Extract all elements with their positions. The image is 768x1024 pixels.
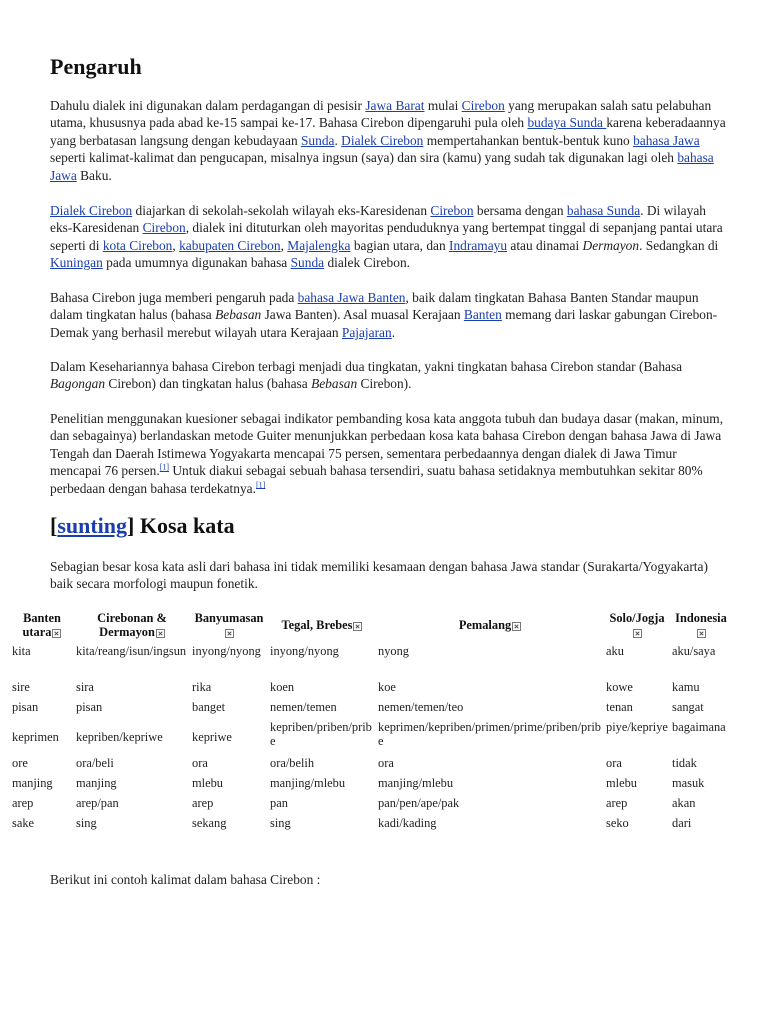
link-sunda[interactable]: Sunda bbox=[290, 255, 325, 271]
table-cell: ora/beli bbox=[76, 756, 114, 770]
table-cell: sing bbox=[270, 816, 291, 830]
table-body bbox=[10, 643, 732, 835]
link-sunda[interactable]: Sunda bbox=[300, 132, 335, 148]
table-cell: nyong bbox=[378, 644, 409, 658]
column-header[interactable]: Indonesia bbox=[670, 609, 732, 643]
table-row bbox=[10, 755, 732, 775]
table-cell: aku/saya bbox=[672, 644, 716, 658]
table-cell: kowe bbox=[606, 680, 633, 694]
text: bersama dengan bbox=[473, 203, 567, 218]
text: bagian utara, dan bbox=[350, 237, 450, 253]
table-cell: pisan bbox=[12, 700, 39, 714]
table-cell: aku bbox=[606, 644, 624, 658]
column-header[interactable]: Pemalang bbox=[376, 609, 604, 643]
table-row bbox=[10, 719, 732, 755]
text: yang merupakan salah satu pelabuhan utama, khususnya pada abad ke-15 sampai ke-17. Bahasa Cirebon dipengaruhi pula oleh bbox=[50, 98, 712, 131]
table-cell: sangat bbox=[672, 700, 704, 714]
table-cell: inyong/nyong bbox=[192, 644, 261, 658]
table-cell: koe bbox=[378, 680, 396, 694]
table-cell: ora/belih bbox=[270, 756, 315, 770]
text: . bbox=[334, 132, 342, 148]
table-row bbox=[10, 699, 732, 719]
text: pada umumnya digunakan bahasa bbox=[102, 255, 291, 271]
text: , bbox=[172, 237, 180, 253]
table-cell: dari bbox=[672, 816, 692, 830]
link-cirebon[interactable]: Cirebon bbox=[430, 203, 474, 218]
table-cell: inyong/nyong bbox=[270, 644, 339, 658]
link-pajajaran[interactable]: Pajajaran bbox=[341, 324, 392, 340]
edit-bracket: [ bbox=[50, 513, 58, 538]
text: , baik dalam tingkatan Bahasa Banten Standar maupun dalam tingkatan halus (bahasa bbox=[50, 290, 699, 323]
paragraph-dialect-trade bbox=[50, 97, 730, 184]
table-cell: pan/pen/ape/pak bbox=[378, 796, 460, 810]
table-cell: ora bbox=[378, 756, 394, 770]
table-cell: seko bbox=[606, 816, 629, 830]
link-bahasa-jawa[interactable]: bahasa Jawa bbox=[50, 150, 714, 183]
table-cell: mlebu bbox=[192, 776, 223, 790]
table-cell: arep/pan bbox=[76, 796, 119, 810]
emphasis-bagongan: Bagongan bbox=[50, 376, 106, 392]
column-header[interactable]: Banyumasan bbox=[190, 609, 268, 643]
link-indramayu[interactable]: Indramayu bbox=[449, 237, 508, 253]
paragraph-banten-influence bbox=[50, 289, 730, 341]
sort-icon[interactable] bbox=[225, 629, 234, 638]
emphasis-bebasan: Bebasan bbox=[215, 307, 262, 323]
text: diajarkan di sekolah-sekolah wilayah eks-Karesidenan bbox=[132, 203, 431, 218]
text: memang dari laskar gabungan Cirebon-Demak yang berhasil merebut wilayah utara Kerajaan bbox=[50, 307, 718, 340]
table-cell: keprimen/kepriben/primen/prime/priben/pribe bbox=[378, 720, 601, 748]
text: mempertahankan bentuk-bentuk kuno bbox=[423, 132, 634, 148]
table-row bbox=[10, 643, 732, 679]
table-cell: kita/reang/isun/ingsun bbox=[76, 644, 187, 658]
table-cell: mlebu bbox=[606, 776, 637, 790]
table-cell: kamu bbox=[672, 680, 700, 694]
text: Baku. bbox=[76, 167, 112, 183]
emphasis-dermayon: Dermayon bbox=[582, 237, 640, 253]
table-cell: sing bbox=[76, 816, 97, 830]
table-cell: tidak bbox=[672, 756, 697, 770]
table-cell: manjing bbox=[12, 776, 53, 790]
table-cell: kepriben/priben/pribe bbox=[270, 720, 372, 748]
link-dialek-cirebon[interactable]: Dialek Cirebon bbox=[341, 132, 424, 148]
text: Cirebon) dan tingkatan halus (bahasa bbox=[105, 376, 312, 392]
text: , bbox=[280, 237, 288, 253]
emphasis-bebasan: Bebasan bbox=[311, 376, 358, 392]
table-cell: sekang bbox=[192, 816, 227, 830]
edit-section-link[interactable]: sunting bbox=[57, 513, 128, 538]
section-heading-kosa-kata bbox=[50, 513, 235, 539]
table-cell: masuk bbox=[672, 776, 705, 790]
link-majalengka[interactable]: Majalengka bbox=[287, 237, 351, 253]
link-bahasa-jawa[interactable]: bahasa Jawa bbox=[633, 132, 700, 148]
table-cell: manjing/mlebu bbox=[378, 776, 454, 790]
link-kota-cirebon[interactable]: kota Cirebon bbox=[102, 237, 173, 253]
text: mulai bbox=[424, 98, 462, 113]
table-header-row bbox=[10, 609, 732, 643]
column-header[interactable]: Banten utara bbox=[22, 611, 61, 639]
table-cell: ora bbox=[192, 756, 208, 770]
link-kuningan[interactable]: Kuningan bbox=[50, 255, 103, 271]
table-cell: akan bbox=[672, 796, 696, 810]
table-cell: kita bbox=[12, 644, 31, 658]
table-cell: sira bbox=[76, 680, 94, 694]
sort-icon[interactable] bbox=[156, 629, 165, 638]
text: . Sedangkan di bbox=[639, 237, 719, 253]
text: dialek Cirebon. bbox=[324, 255, 410, 271]
text: Dalam Kesehariannya bahasa Cirebon terbagi menjadi dua tingkatan, yakni tingkatan bahasa Cirebon standar (Bahasa bbox=[50, 359, 683, 374]
sort-icon[interactable] bbox=[512, 622, 521, 631]
table-cell: banget bbox=[192, 700, 226, 714]
paragraph-levels bbox=[50, 358, 730, 393]
link-budaya-sunda[interactable]: budaya Sunda bbox=[527, 115, 607, 131]
column-header[interactable]: Tegal, Brebes bbox=[268, 609, 376, 643]
text: Penelitian menggunakan kuesioner sebagai indikator pembanding kosa kata anggota tubuh dan budaya dasar (makan, minum, dan sebagainya) berlandaskan metode Guiter menunjukkan perbedaan kosa kata bahasa Cirebon dengan bahasa Jawa di Jawa Tengah dan Daerah Istimewa Yogyakarta mencapai 75 persen, sementara perbedaannya dengan dialek di Jawa Timur mencapai 76 persen. bbox=[50, 411, 724, 479]
text: karena keberadaannya yang berbatasan langsung dengan kebudayaan bbox=[50, 115, 726, 148]
table-cell: arep bbox=[606, 796, 628, 810]
sort-icon[interactable] bbox=[52, 629, 61, 638]
link-bahasa-jawa-banten[interactable]: bahasa Jawa Banten bbox=[297, 290, 406, 305]
table-row bbox=[10, 775, 732, 795]
column-header[interactable]: Cirebonan & Dermayon bbox=[97, 611, 167, 639]
text: Bahasa Cirebon juga memberi pengaruh pada bbox=[50, 290, 298, 305]
sort-icon[interactable] bbox=[353, 622, 362, 631]
paragraph-vocabulary-intro: Sebagian besar kosa kata asli dari bahasa ini tidak memiliki kesamaan dengan bahasa Jawa standar (Surakarta/Yogyakarta) baik secara morfologi maupun fonetik. bbox=[50, 559, 708, 592]
table-cell: manjing bbox=[76, 776, 117, 790]
text: Dahulu dialek ini digunakan dalam perdagangan di pesisir bbox=[50, 98, 366, 113]
text: atau dinamai bbox=[507, 237, 583, 253]
table-cell: arep bbox=[12, 796, 34, 810]
paragraph-dialect-schools bbox=[50, 202, 730, 272]
table-cell: nemen/temen/teo bbox=[378, 700, 464, 714]
table-cell: kepriben/kepriwe bbox=[76, 730, 163, 744]
table-cell: tenan bbox=[606, 700, 633, 714]
link-cirebon[interactable]: Cirebon bbox=[142, 220, 186, 236]
table-cell: arep bbox=[192, 796, 214, 810]
table-row bbox=[10, 795, 732, 815]
sort-icon[interactable] bbox=[697, 629, 706, 638]
link-jawa-barat[interactable]: Jawa Barat bbox=[365, 98, 425, 113]
table-cell: keprimen bbox=[12, 730, 59, 744]
table-cell: bagaimana bbox=[672, 720, 726, 734]
link-kabupaten-cirebon[interactable]: kabupaten Cirebon bbox=[179, 237, 281, 253]
table-cell: ore bbox=[12, 756, 28, 770]
table-cell: piye/kepriye bbox=[606, 720, 668, 734]
table-cell: kepriwe bbox=[192, 730, 232, 744]
paragraph-research bbox=[50, 410, 730, 497]
table-cell: sire bbox=[12, 680, 30, 694]
text: Untuk diakui sebagai sebuah bahasa tersendiri, suatu bahasa setidaknya membutuhkan sekitar 80% perbedaan dengan bahasa terdekatnya. bbox=[50, 463, 703, 496]
table-cell: ora bbox=[606, 756, 622, 770]
paragraph-example-intro: Berikut ini contoh kalimat dalam bahasa Cirebon : bbox=[50, 872, 321, 887]
sort-icon[interactable] bbox=[633, 629, 642, 638]
link-bahasa-sunda[interactable]: bahasa Sunda bbox=[566, 203, 641, 218]
text: Jawa Banten). Asal muasal Kerajaan bbox=[261, 307, 464, 323]
link-cirebon[interactable]: Cirebon bbox=[461, 98, 505, 113]
table-cell: nemen/temen bbox=[270, 700, 337, 714]
table-cell: pisan bbox=[76, 700, 103, 714]
citation-link[interactable]: [1] bbox=[159, 462, 170, 472]
link-banten[interactable]: Banten bbox=[463, 307, 502, 323]
text: . bbox=[391, 324, 396, 340]
table-cell: kadi/kading bbox=[378, 816, 437, 830]
table-row bbox=[10, 679, 732, 699]
table-cell: sake bbox=[12, 816, 35, 830]
table-cell: koen bbox=[270, 680, 295, 694]
column-header[interactable]: Solo/Jogja bbox=[604, 609, 670, 643]
text: seperti kalimat-kalimat dan pengucapan, misalnya ingsun (saya) dan sira (kamu) yang sudah tak digunakan lagi oleh bbox=[50, 150, 678, 166]
table-cell: rika bbox=[192, 680, 212, 694]
citation-link[interactable]: [1] bbox=[255, 480, 266, 490]
text: , dialek ini dituturkan oleh mayoritas penduduknya yang bertempat tinggal di sepanjang pantai utara seperti di bbox=[50, 220, 723, 253]
section-title: Kosa kata bbox=[134, 513, 235, 538]
section-heading-pengaruh: Pengaruh bbox=[50, 54, 142, 79]
table-row bbox=[10, 815, 732, 835]
text: Cirebon). bbox=[357, 376, 412, 392]
table-cell: manjing/mlebu bbox=[270, 776, 346, 790]
table-cell: pan bbox=[270, 796, 288, 810]
link-dialek-cirebon[interactable]: Dialek Cirebon bbox=[50, 203, 133, 218]
vocabulary-table bbox=[10, 609, 732, 835]
edit-bracket: ] bbox=[127, 513, 135, 538]
text: . Di wilayah eks-Karesidenan bbox=[50, 203, 706, 236]
